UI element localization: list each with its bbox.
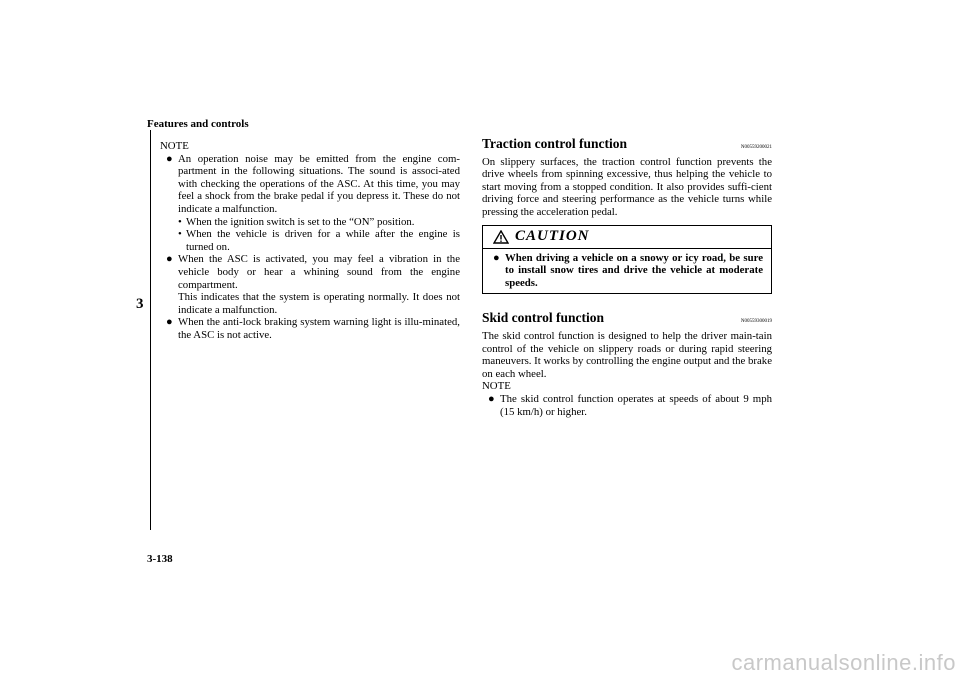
skid-note-item <box>488 393 772 418</box>
section-code: N00559300019 <box>740 319 772 325</box>
sub-item-text: When the ignition switch is set to the “ON” position. <box>186 215 415 228</box>
skid-note-text: The skid control function operates at speeds of about 9 mph (15 km/h) or higher. <box>500 392 772 418</box>
skid-note-block <box>488 393 772 418</box>
traction-body: On slippery surfaces, the traction control function prevents the drive wheels from spinning excessive, thus helping the vehicle to start moving from a stopped condition. It also provides suffi-cient driving force and steering performance as the vehicle turns while pressing the acceleration pedal. <box>482 155 772 218</box>
note-item-text: When the anti-lock braking system warning light is illu-minated, the ASC is not active. <box>178 316 460 341</box>
caution-title: CAUTION <box>515 228 590 245</box>
sub-item <box>178 216 460 229</box>
caution-box <box>482 225 772 295</box>
running-header: Features and controls <box>147 118 249 130</box>
section-title-traction: Traction control function <box>482 136 627 151</box>
note-label: NOTE <box>160 140 189 152</box>
skid-heading-row <box>482 312 772 329</box>
caution-text: When driving a vehicle on a snowy or icy road, be sure to install snow tires and drive the vehicle at moderate speeds. <box>505 251 763 289</box>
bullet-icon: ● <box>493 251 500 264</box>
bullet-icon: ● <box>166 253 173 266</box>
bullet-icon: ● <box>488 392 495 405</box>
note-item-text: An operation noise may be emitted from the engine com-partment in the following situations. The sound is associ-ated with checking the operations of the ASC. At this time, you may feel a shock from the brake pedal if you depress it. These do not indicate a malfunction. <box>178 152 460 215</box>
note-item-text: When the ASC is activated, you may feel a vibration in the vehicle body or hear a whining sound from the engine compartment. <box>178 253 460 291</box>
note-item-1 <box>166 153 460 254</box>
bullet-icon: ● <box>166 316 173 329</box>
note-item-2 <box>166 253 460 316</box>
right-column <box>482 138 772 418</box>
bullet-icon: ● <box>166 152 173 165</box>
chapter-tab <box>128 130 151 530</box>
note-block <box>166 153 460 342</box>
note-label: NOTE <box>482 380 511 393</box>
warning-triangle-icon <box>493 230 509 244</box>
caution-header <box>483 226 771 249</box>
sub-item <box>178 228 460 253</box>
left-column <box>160 140 460 342</box>
small-bullet-icon: • <box>178 215 182 228</box>
watermark: carmanualsonline.info <box>731 650 956 675</box>
caution-item <box>483 249 771 294</box>
small-bullet-icon: • <box>178 228 182 241</box>
page-number: 3-138 <box>147 553 173 565</box>
note-item-extra: This indicates that the system is operating normally. It does not indicate a malfunction. <box>178 291 460 316</box>
sub-item-text: When the vehicle is driven for a while after the engine is turned on. <box>186 228 460 253</box>
section-title-skid: Skid control function <box>482 310 605 326</box>
chapter-number: 3 <box>136 296 144 312</box>
note-item-3 <box>166 316 460 341</box>
skid-body: The skid control function is designed to help the driver main-tain control of the vehicle on slippery roads or during rapid steering maneuvers. It works by controlling the engine output and the brake on each wheel. <box>482 329 772 380</box>
traction-heading-row <box>482 138 772 155</box>
section-code: N00559200021 <box>740 145 772 150</box>
